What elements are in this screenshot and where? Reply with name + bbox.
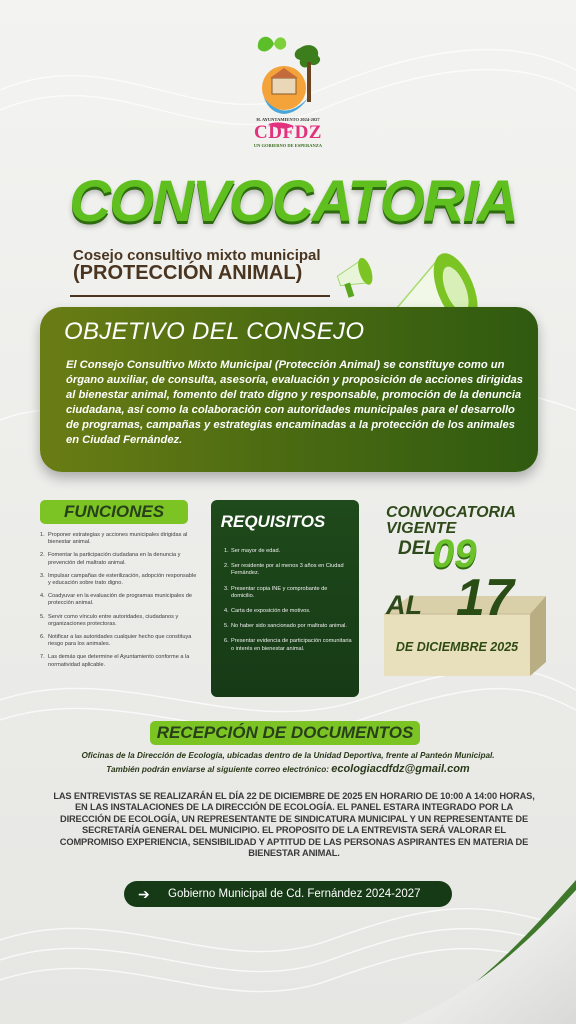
- item-text: Proponer estrategias y acciones municipales dirigidas al bienestar animal.: [48, 532, 188, 546]
- item-text: Impulsar campañas de esterilización, adopción responsable y educación sobre trato digno.: [48, 572, 197, 587]
- logo-ayuntamiento-text: H. AYUNTAMIENTO 2024-2027: [256, 117, 320, 122]
- item-number: 3.: [40, 572, 45, 579]
- item-number: 2.: [224, 563, 229, 570]
- objective-text: El Consejo Consultivo Mixto Municipal (Protección Animal) se constituye como un órgano auxiliar, de consulta, asesoría, evaluación y proposición de acciones dirigidas al bienestar animal, fomento del trato digno y responsable, promoción de la denuncia ciudadana, así como la colaboración con autoridades municipales para el desarrollo de programas, campañas y estrategias encaminadas a la protección de los animales en Ciudad Fernández.: [66, 359, 523, 446]
- list-item: [224, 586, 352, 600]
- list-item: [40, 532, 200, 546]
- vigencia-end-day: 17: [456, 569, 514, 627]
- logo-subtitle: UN GOBIERNO DE ESPERANZA: [253, 143, 323, 148]
- item-text: Fomentar la participación ciudadana en la denuncia y prevención del maltrato animal.: [48, 552, 181, 566]
- interview-paragraph: LAS ENTREVISTAS SE REALIZARÁN EL DÍA 22 DE DICIEMBRE DE 2025 EN HORARIO DE 10:00 A 14:00 HORAS, EN LAS INSTALACIONES DE LA DIRECCIÓN DE ECOLOGÍA. EL PANEL ESTARA INTEGRADO POR LA DIRECCIÓN DE ECOLOGÍA, UN REPRESENTANTE DE SINDICATURA MUNICIPAL Y UN REPRESENTANTE DE SECRETARÍA GENERAL DEL MUNICIPIO. EL PROPOSITO DE LA ENTREVISTA SERÁ VALORAR EL COMPROMISO EXPERIENCIA, SENSIBILIDAD Y APTITUD DE LAS PERSONAS ASPIRANTES EN MATERIA DE BIENESTAR ANIMAL.: [53, 791, 535, 859]
- objective-title: OBJETIVO DEL CONSEJO: [64, 318, 365, 345]
- requisitos-list: [224, 548, 352, 661]
- vigencia-vigente: VIGENTE: [386, 520, 457, 537]
- email-link[interactable]: ecologiacdfdz@gmail.com: [331, 763, 470, 775]
- arrow-right-icon: ➔: [138, 886, 150, 902]
- item-number: 3.: [224, 585, 229, 592]
- item-text: Carta de exposición de motivos.: [231, 608, 311, 615]
- item-number: 1.: [40, 532, 45, 538]
- page-title: CONVOCATORIA: [69, 169, 517, 234]
- recepcion-location: Oficinas de la Dirección de Ecología, ubicadas dentro de la Unidad Deportiva, frente al Panteón Municipal.: [81, 751, 495, 760]
- list-item: [40, 654, 200, 668]
- list-item: [224, 548, 352, 555]
- list-item: [224, 623, 352, 630]
- item-text: Servir como vínculo entre autoridades, ciudadanos y organizaciones protectoras.: [48, 613, 179, 627]
- subtitle-council: Cosejo consultivo mixto municipal: [73, 247, 321, 264]
- list-item: [40, 593, 200, 607]
- item-number: 1.: [224, 548, 229, 554]
- item-text: Presentar evidencia de participación comunitaria o interés en bienestar animal.: [231, 638, 352, 652]
- logo-name: CDFDZ: [254, 122, 322, 143]
- vigencia-month: DE DICIEMBRE 2025: [395, 640, 519, 654]
- vigencia-al: AL: [386, 590, 422, 620]
- requisitos-heading: REQUISITOS: [220, 512, 326, 531]
- recepcion-email-line: [0, 763, 576, 775]
- list-item: [40, 634, 200, 648]
- vigencia-start-day: 09: [432, 532, 477, 576]
- page-curl-decoration: [380, 880, 576, 1024]
- vigencia-del: DEL: [398, 538, 436, 559]
- subtitle-animal-protection: (PROTECCIÓN ANIMAL): [73, 262, 303, 284]
- funciones-heading: FUNCIONES: [40, 500, 188, 524]
- recepcion-email-intro: También podrán enviarse al siguiente correo electrónico:: [106, 765, 329, 774]
- item-text: Ser mayor de edad.: [231, 548, 281, 554]
- item-number: 4.: [224, 608, 229, 615]
- list-item: [40, 614, 200, 628]
- footer-text: Gobierno Municipal de Cd. Fernández 2024-2027: [168, 888, 421, 900]
- list-item: [40, 552, 200, 566]
- title-divider: [70, 295, 330, 297]
- list-item: [224, 608, 352, 615]
- item-text: Ser residente por al menos 3 años en Ciudad Fernández.: [231, 563, 344, 577]
- list-item: [224, 563, 352, 577]
- item-number: 6.: [40, 634, 45, 641]
- item-number: 5.: [224, 623, 229, 630]
- list-item: [224, 638, 352, 652]
- item-text: Las demás que determine el Ayuntamiento conforme a la normatividad aplicable.: [48, 654, 190, 668]
- item-text: Notificar a las autoridades cualquier hecho que constituya riesgo para los animales.: [48, 634, 192, 648]
- recepcion-heading: RECEPCIÓN DE DOCUMENTOS: [150, 721, 420, 745]
- item-number: 7.: [40, 654, 45, 661]
- vigencia-convocatoria: CONVOCATORIA: [386, 504, 517, 521]
- item-number: 6.: [224, 638, 229, 645]
- list-item: [40, 573, 200, 587]
- item-number: 5.: [40, 613, 45, 620]
- item-text: Coadyuvar en la evaluación de programas municipales de protección animal.: [48, 593, 192, 607]
- item-number: 2.: [40, 552, 45, 559]
- funciones-list: [40, 532, 200, 675]
- item-number: 4.: [40, 593, 45, 600]
- item-text: No haber sido sancionado por maltrato animal.: [231, 623, 347, 630]
- item-text: Presentar copia INE y comprobante de domicilio.: [231, 585, 328, 599]
